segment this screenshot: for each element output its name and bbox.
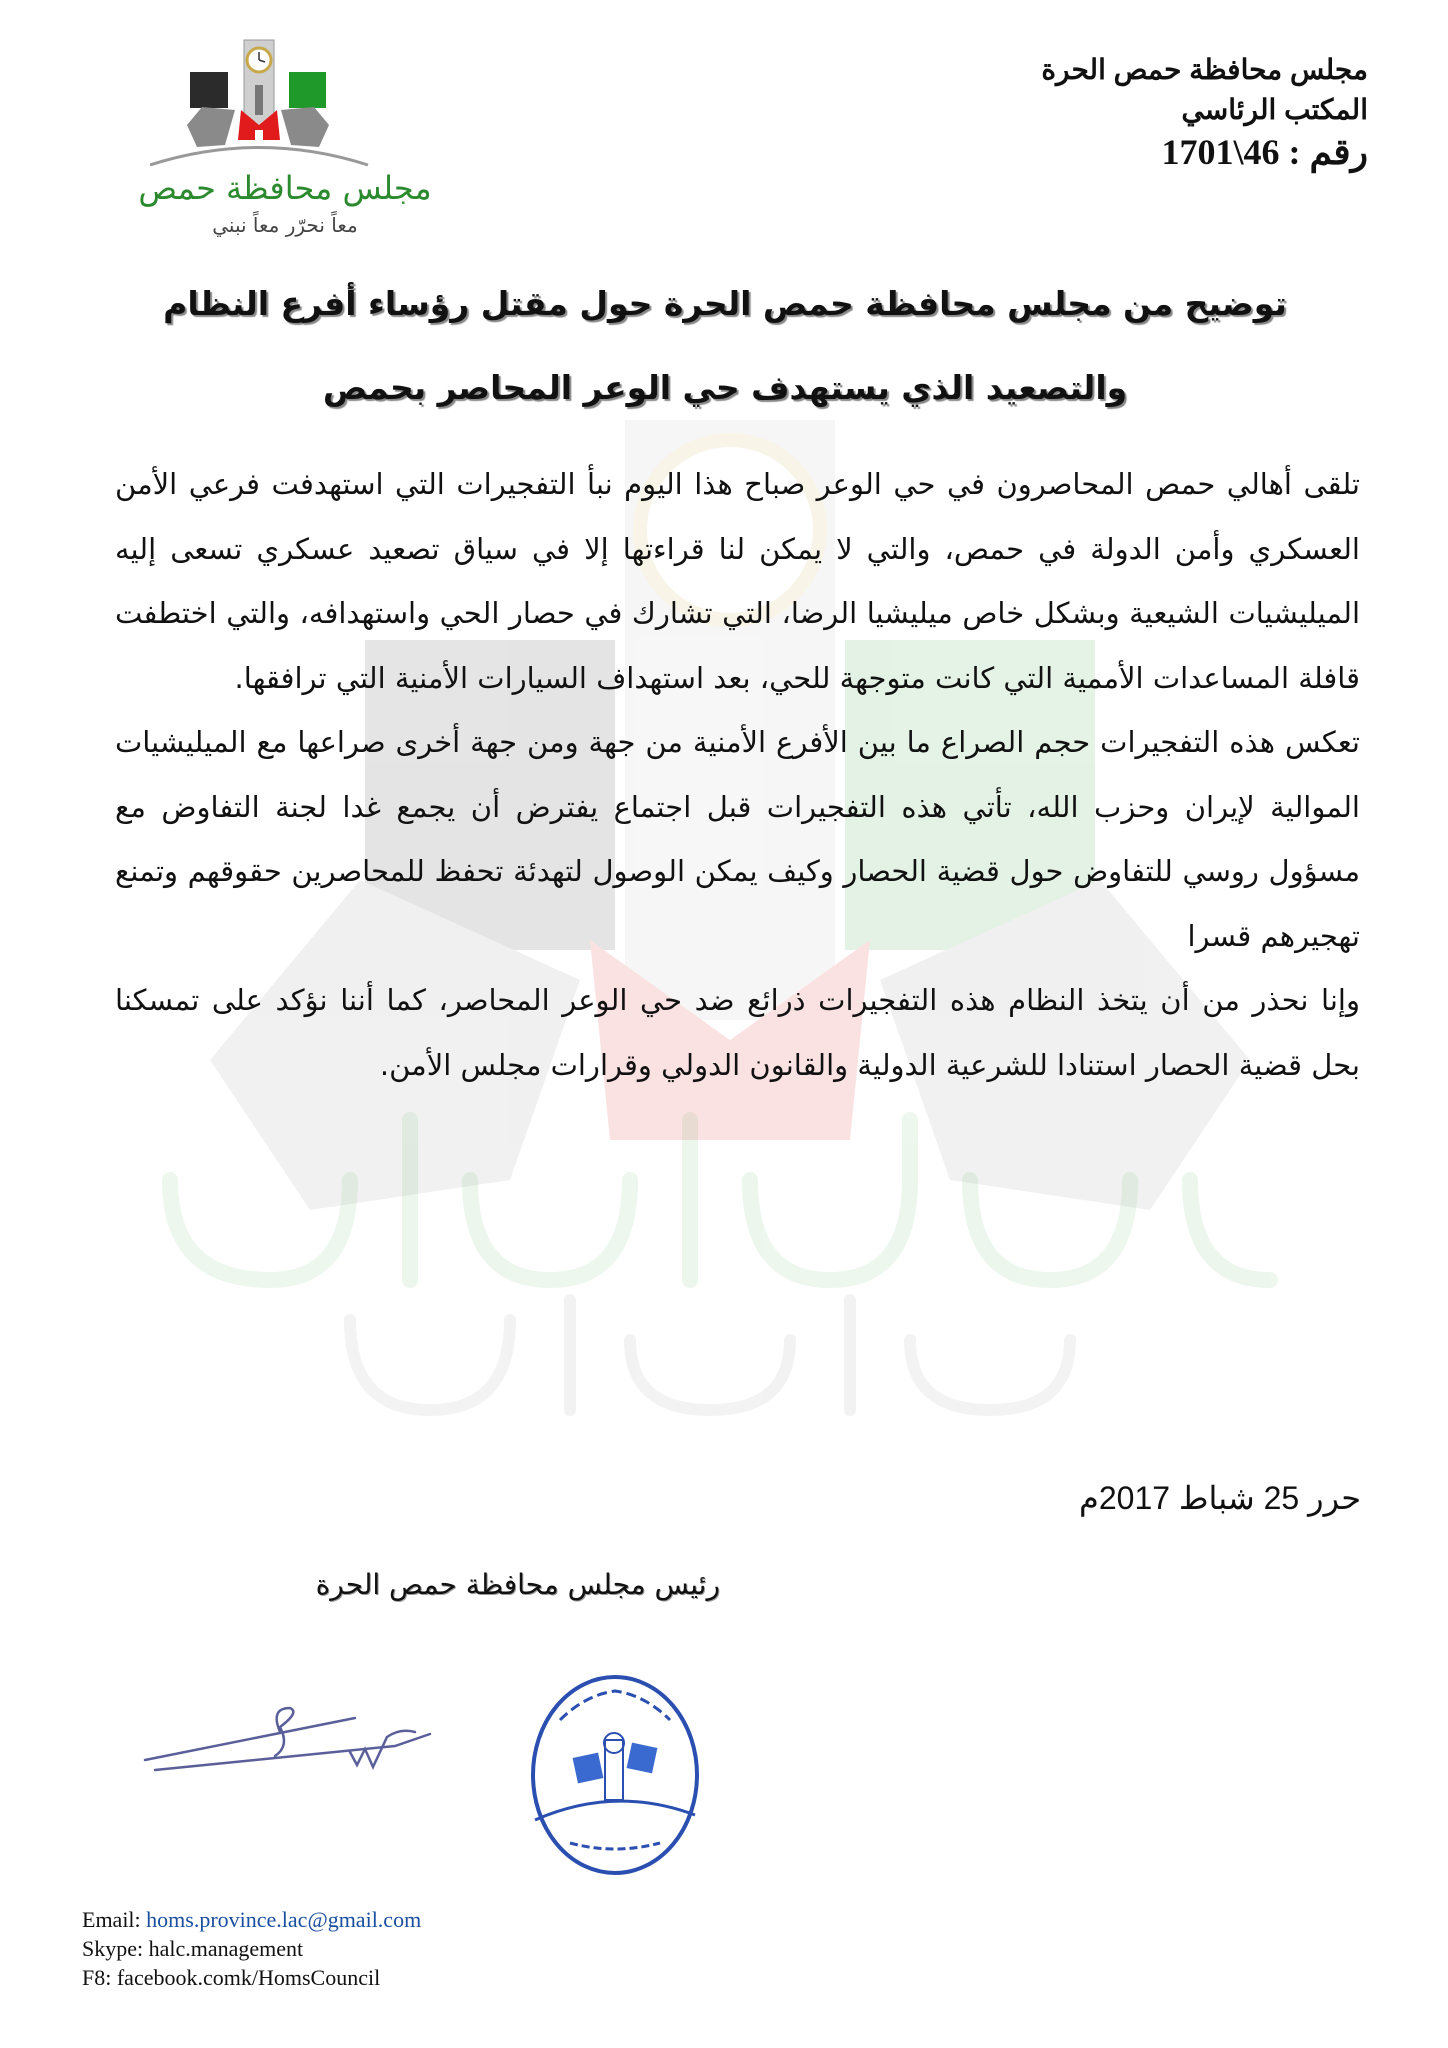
- paragraph-1: تلقى أهالي حمص المحاصرون في حي الوعر صباح هذا اليوم نبأ التفجيرات التي استهدفت فرعي الأمن العسكري وأمن الدولة في حمص، والتي لا يمكن لنا قراءتها إلا في سياق تصعيد عسكري تسعى إليه الميليشيات الشيعية وبشكل خاص ميليشيا الرضا، التي تشارك في حصار الحي واستهدافه، والتي اختطفت قافلة المساعدات الأممية التي كانت متوجهة للحي، بعد استهداف السيارات الأمنية التي ترافقها.: [115, 467, 1360, 695]
- watermark-name-strokes: [170, 1120, 1270, 1280]
- document-title: [150, 262, 1300, 430]
- reference-number: [868, 130, 1368, 174]
- logo-arc: [150, 148, 368, 166]
- letterhead: [868, 50, 1368, 174]
- logo-black-block: [190, 72, 228, 108]
- logo-slogan: معاً نحرّر معاً نبني: [212, 213, 358, 237]
- contact-info: [82, 1905, 421, 1992]
- ref-label: رقم :: [1288, 132, 1368, 172]
- facebook-label: F8:: [82, 1965, 112, 1990]
- logo-green-block: [289, 72, 326, 108]
- facebook-link[interactable]: facebook.comk/HomsCouncil: [116, 1965, 381, 1990]
- stamp-top-lettering: [560, 1691, 670, 1720]
- signer-title: رئيس مجلس محافظة حمص الحرة: [315, 1568, 720, 1601]
- official-stamp: [505, 1665, 725, 1885]
- stamp-bottom-lettering: [570, 1843, 660, 1849]
- skype-label: Skype:: [82, 1936, 144, 1961]
- office-name: المكتب الرئاسي: [1181, 94, 1368, 125]
- handwritten-signature: [140, 1690, 500, 1810]
- paragraph-3: وإنا نحذر من أن يتخذ النظام هذه التفجيرات ذرائع ضد حي الوعر المحاصر، كما أننا نؤكد على تمسكنا بحل قضية الحصار استنادا للشرعية الدولية والقانون الدولي وقرارات مجلس الأمن.: [115, 983, 1360, 1082]
- date-line: حرر 25 شباط 2017م: [1079, 1480, 1361, 1516]
- email-line: [82, 1905, 421, 1934]
- facebook-line: [82, 1963, 421, 1992]
- org-name: مجلس محافظة حمص الحرة: [1041, 54, 1368, 85]
- email-label: Email:: [82, 1907, 141, 1932]
- ref-value: 1701\46: [1161, 132, 1280, 172]
- council-logo: [150, 20, 410, 170]
- paragraph-2: تعكس هذه التفجيرات حجم الصراع ما بين الأفرع الأمنية من جهة ومن جهة أخرى صراعها مع الميليشيات الموالية لإيران وحزب الله، تأتي هذه التفجيرات قبل اجتماع يفترض أن يجمع غدا لجنة التفاوض مع مسؤول روسي للتفاوض حول قضية الحصار وكيف يمكن الوصول لتهدئة تحفظ للمحاصرين حقوقهم وتمنع تهجيرهم قسرا: [115, 725, 1360, 953]
- title-line-2: والتصعيد الذي يستهدف حي الوعر المحاصر بحمص: [322, 368, 1128, 407]
- skype-handle: halc.management: [148, 1936, 304, 1961]
- title-line-1: توضيح من مجلس محافظة حمص الحرة حول مقتل رؤساء أفرع النظام: [163, 284, 1287, 323]
- logo-right-hex: [281, 107, 329, 147]
- document-body: [115, 452, 1360, 1097]
- skype-line: [82, 1934, 421, 1963]
- watermark-slogan-strokes: [350, 1300, 1070, 1410]
- logo-left-hex: [187, 107, 235, 147]
- logo-name: مجلس محافظة حمص: [138, 169, 432, 207]
- email-link[interactable]: homs.province.lac@gmail.com: [146, 1907, 422, 1932]
